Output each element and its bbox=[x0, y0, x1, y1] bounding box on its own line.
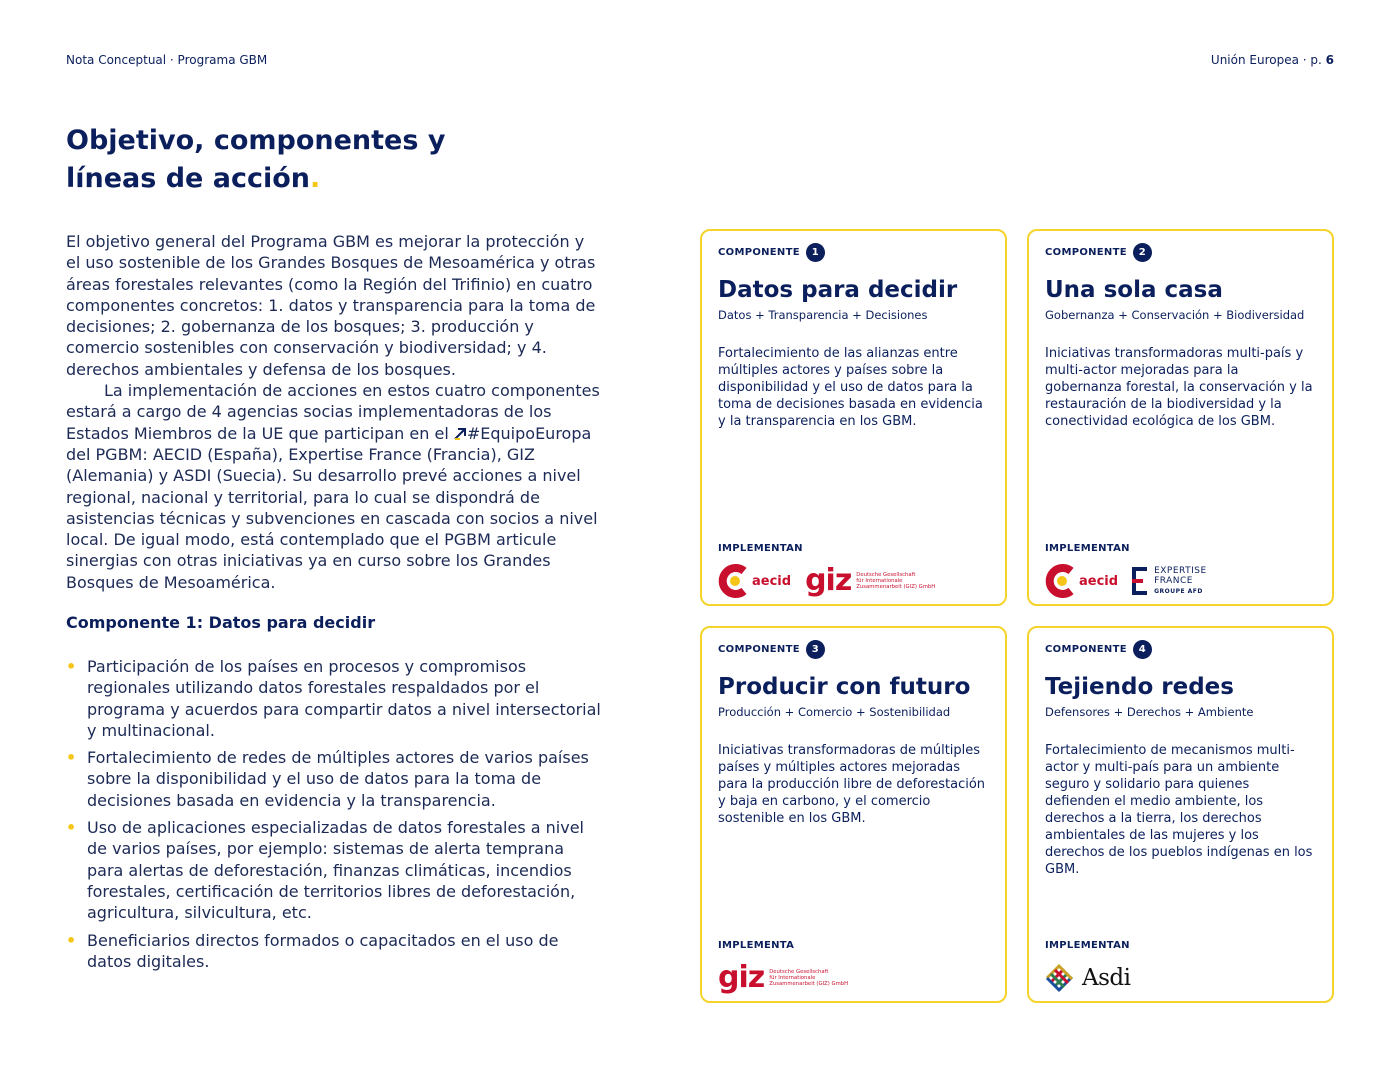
card-subtitle: Gobernanza + Conservación + Biodiversidad bbox=[1045, 308, 1305, 322]
component-number-badge: 3 bbox=[806, 640, 825, 659]
bullet-icon: • bbox=[66, 657, 77, 676]
asdi-logo: Asdi bbox=[1045, 963, 1131, 993]
running-header-right: Unión Europea · p. 6 bbox=[1210, 53, 1334, 67]
aecid-c-icon bbox=[1045, 564, 1075, 598]
component-label-row: COMPONENTE 4 bbox=[1045, 640, 1152, 659]
component-label-row: COMPONENTE 3 bbox=[718, 640, 825, 659]
intro-text bbox=[66, 231, 601, 593]
list-item: • Participación de los países en procesos y compromisos regionales utilizando datos forestales respaldados por el programa y acuerdos para compartir datos a nivel intersectorial y multinacional. bbox=[66, 657, 601, 740]
card-subtitle: Defensores + Derechos + Ambiente bbox=[1045, 705, 1254, 719]
bullet-icon: • bbox=[66, 930, 77, 950]
component-1-heading: Componente 1: Datos para decidir bbox=[66, 613, 376, 632]
aecid-logo: aecid bbox=[718, 564, 791, 598]
list-item: • Fortalecimiento de redes de múltiples actores de varios países sobre la disponibilidad y el uso de datos para la toma de decisiones basada en evidencia y la transparencia. bbox=[66, 748, 589, 810]
implementer-logos bbox=[1045, 561, 1207, 601]
card-description: Iniciativas transformadoras multi-país y multi-actor mejoradas para la gobernanza forestal, la conservación y la restauración de la biodiversidad y la conectividad ecológica de los GBM. bbox=[1045, 346, 1313, 429]
implementer-logos bbox=[718, 958, 849, 998]
component-number-badge: 2 bbox=[1133, 243, 1152, 262]
implementer-logos bbox=[1045, 958, 1131, 998]
card-title: Tejiendo redes bbox=[1045, 674, 1234, 700]
intro-paragraph-2: La implementación de acciones en estos cuatro componentes estará a cargo de 4 agencias socias implementadoras de los Estados Miembros de la UE que participan en el #EquipoEuropa del PGBM: AECID (España), Expertise France (Francia), GIZ (Alemania) y ASDI (Suecia). Su desarrollo prevé acciones a nivel regional, nacional y territorial, para lo cual se dispondrá de asistencias técnicas y subvenciones en cascada con socios a nivel local. De igual modo, está contemplado que el PGBM articule sinergias con otras iniciativas ya en curso sobre los Grandes Bosques de Mesoamérica. bbox=[66, 381, 600, 592]
component-number-badge: 1 bbox=[806, 243, 825, 262]
card-subtitle: Datos + Transparencia + Decisiones bbox=[718, 308, 928, 322]
component-card-1 bbox=[700, 229, 1007, 606]
card-title: Una sola casa bbox=[1045, 277, 1223, 303]
card-subtitle: Producción + Comercio + Sostenibilidad bbox=[718, 705, 951, 719]
list-item: • Uso de aplicaciones especializadas de datos forestales a nivel de varios países, por ejemplo: sistemas de alerta temprana para alertas de deforestación, finanzas climáticas, incendios forestales, certificación de territorios libres de deforestación, agricultura, silvicultura, etc. bbox=[66, 818, 584, 923]
component-number-badge: 4 bbox=[1133, 640, 1152, 659]
bullet-icon: • bbox=[66, 748, 77, 768]
asdi-weave-icon bbox=[1045, 963, 1079, 993]
card-description: Iniciativas transformadoras de múltiples países y múltiples actores mejoradas para la producción libre de deforestación y baja en carbono, y el comercio sostenible en los GBM. bbox=[718, 743, 986, 826]
component-1-bullet-list bbox=[66, 656, 601, 978]
running-header-left: Nota Conceptual · Programa GBM bbox=[66, 53, 268, 67]
component-label-row: COMPONENTE 2 bbox=[1045, 243, 1152, 262]
implementers-label: IMPLEMENTAN bbox=[1045, 940, 1130, 951]
component-card-2 bbox=[1027, 229, 1334, 606]
implementers-label: IMPLEMENTAN bbox=[718, 543, 803, 554]
card-description: Fortalecimiento de las alianzas entre múltiples actores y países sobre la disponibilidad y el uso de datos para la toma de decisiones basada en evidencia y la transparencia en los GBM. bbox=[718, 346, 983, 429]
page-title: Objetivo, componentes y líneas de acción. bbox=[66, 125, 446, 194]
aecid-logo: aecid bbox=[1045, 564, 1118, 598]
component-card-3 bbox=[700, 626, 1007, 1003]
bullet-icon: • bbox=[66, 818, 77, 838]
component-label-row: COMPONENTE 1 bbox=[718, 243, 825, 262]
expertise-france-logo: EXPERTISE FRANCE GROUPE AFD bbox=[1132, 566, 1207, 597]
implementers-label: IMPLEMENTAN bbox=[1045, 543, 1130, 554]
external-link-arrow-icon[interactable] bbox=[454, 427, 467, 440]
page-number: 6 bbox=[1325, 53, 1334, 67]
title-accent-dot: . bbox=[310, 163, 321, 194]
equipo-europa-link[interactable]: #EquipoEuropa bbox=[466, 423, 592, 443]
list-item: • Beneficiarios directos formados o capacitados en el uso de datos digitales. bbox=[66, 930, 559, 971]
card-description: Fortalecimiento de mecanismos multi-actor y multi-país para un ambiente seguro y solidario para quienes defienden el medio ambiente, los derechos a la tierra, los derechos ambientales de las mujeres y los derechos de los pueblos indígenas en los GBM. bbox=[1045, 743, 1313, 877]
aecid-c-icon bbox=[718, 564, 748, 598]
component-card-4 bbox=[1027, 626, 1334, 1003]
card-title: Producir con futuro bbox=[718, 674, 971, 700]
giz-logo: giz Deutsche Gesellschaft für Internationale Zusammenarbeit (GIZ) GmbH bbox=[805, 563, 936, 598]
expertise-france-e-icon bbox=[1132, 567, 1148, 595]
intro-paragraph-1: El objetivo general del Programa GBM es mejorar la protección y el uso sostenible de los Grandes Bosques de Mesoamérica y otras áreas forestales relevantes (como la Región del Trifinio) en cuatro componentes concretos: 1. datos y transparencia para la toma de decisiones; 2. gobernanza de los bosques; 3. producción y comercio sostenibles con conservación y biodiversidad; y 4. derechos ambientales y defensa de los bosques. bbox=[66, 232, 596, 379]
card-title: Datos para decidir bbox=[718, 277, 958, 303]
implementer-logos bbox=[718, 561, 936, 601]
giz-logo: giz Deutsche Gesellschaft für Internationale Zusammenarbeit (GIZ) GmbH bbox=[718, 960, 849, 995]
implementers-label: IMPLEMENTA bbox=[718, 940, 795, 951]
